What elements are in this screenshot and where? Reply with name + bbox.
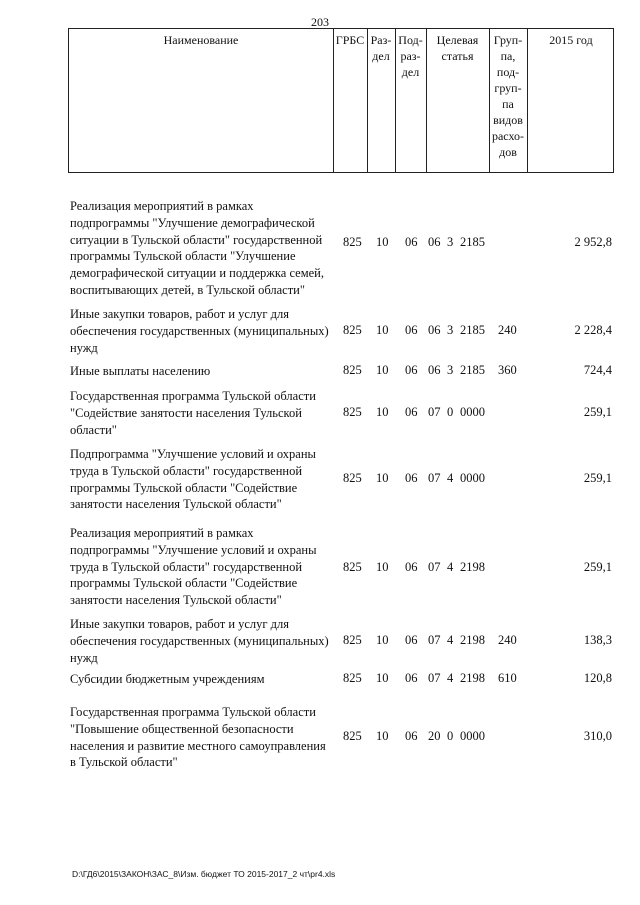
row-target-sub: 0 bbox=[447, 729, 454, 743]
row-target-sub: 4 bbox=[447, 471, 454, 485]
file-path-footer: D:\ГД6\2015\ЗАКОН\ЗАС_8\Изм. бюджет ТО 2015-2017_2 чт\pr4.xls bbox=[72, 869, 336, 879]
row-grbs: 825 bbox=[343, 729, 362, 743]
row-razdel: 10 bbox=[376, 633, 389, 647]
row-name: Иные выплаты населению bbox=[70, 364, 211, 378]
row-target-sub: 3 bbox=[447, 323, 454, 337]
row-sum: 724,4 bbox=[583, 363, 612, 377]
row-target-program: 06 bbox=[428, 363, 441, 377]
header-year: 2015 год bbox=[549, 33, 593, 47]
row-name: Государственная программа Тульской области "Содействие занятости населения Тульской области" bbox=[70, 389, 316, 437]
row-razdel: 10 bbox=[376, 560, 389, 574]
row-name: Субсидии бюджетным учреждениям bbox=[70, 672, 265, 686]
row-name: Иные закупки товаров, работ и услуг для обеспечения государственных (муниципальных) нужд bbox=[70, 307, 329, 355]
row-target-code: 2198 bbox=[460, 560, 485, 574]
row-target-program: 07 bbox=[428, 633, 441, 647]
row-name: Подпрограмма "Улучшение условий и охраны труда в Тульской области" государственной программы Тульской области "Содействие занятости населения Тульской области" bbox=[70, 447, 316, 512]
row-grbs: 825 bbox=[343, 671, 362, 685]
page-number: 203 bbox=[311, 15, 329, 29]
row-grbs: 825 bbox=[343, 560, 362, 574]
row-podrazdel: 06 bbox=[405, 323, 418, 337]
row-name: Иные закупки товаров, работ и услуг для обеспечения государственных (муниципальных) нужд bbox=[70, 617, 329, 665]
row-target-code: 0000 bbox=[460, 729, 485, 743]
row-razdel: 10 bbox=[376, 323, 389, 337]
row-sum: 2 952,8 bbox=[574, 235, 612, 249]
row-razdel: 10 bbox=[376, 405, 389, 419]
row-expense-type: 360 bbox=[498, 363, 517, 377]
row-target-program: 07 bbox=[428, 671, 441, 685]
row-target-program: 20 bbox=[428, 729, 441, 743]
row-razdel: 10 bbox=[376, 235, 389, 249]
row-grbs: 825 bbox=[343, 633, 362, 647]
row-podrazdel: 06 bbox=[405, 560, 418, 574]
row-podrazdel: 06 bbox=[405, 405, 418, 419]
row-expense-type: 610 bbox=[498, 671, 517, 685]
row-target-code: 0000 bbox=[460, 471, 485, 485]
row-sum: 2 228,4 bbox=[574, 323, 612, 337]
row-sum: 310,0 bbox=[583, 729, 612, 743]
row-razdel: 10 bbox=[376, 671, 389, 685]
row-target-sub: 0 bbox=[447, 405, 454, 419]
header-name: Наименование bbox=[163, 33, 239, 47]
row-target-sub: 4 bbox=[447, 671, 454, 685]
row-target-sub: 3 bbox=[447, 235, 454, 249]
row-target-code: 2185 bbox=[460, 323, 485, 337]
row-target-code: 0000 bbox=[460, 405, 485, 419]
row-grbs: 825 bbox=[343, 235, 362, 249]
row-sum: 259,1 bbox=[583, 405, 612, 419]
row-target-program: 07 bbox=[428, 471, 441, 485]
row-sum: 259,1 bbox=[583, 560, 612, 574]
header-expense-group: Груп- па, под- груп- па видов расхо- дов bbox=[491, 33, 525, 159]
row-target-program: 06 bbox=[428, 323, 441, 337]
row-target-program: 07 bbox=[428, 560, 441, 574]
row-podrazdel: 06 bbox=[405, 671, 418, 685]
row-sum: 120,8 bbox=[583, 671, 612, 685]
header-target-article: Целевая статья bbox=[436, 33, 479, 63]
row-razdel: 10 bbox=[376, 471, 389, 485]
row-name: Реализация мероприятий в рамках подпрограммы "Улучшение демографической ситуации в Тульской области" государственной программы Тульской области "Улучшение демографической ситуации и поддержка семей, воспитывающих детей, в Тульской области" bbox=[70, 199, 324, 297]
row-grbs: 825 bbox=[343, 405, 362, 419]
row-target-sub: 4 bbox=[447, 633, 454, 647]
row-podrazdel: 06 bbox=[405, 729, 418, 743]
header-razdel: Раз- дел bbox=[370, 33, 392, 63]
header-podrazdel: Под- раз- дел bbox=[398, 33, 423, 79]
row-grbs: 825 bbox=[343, 471, 362, 485]
header-grbs: ГРБС bbox=[335, 33, 365, 47]
row-target-code: 2198 bbox=[460, 671, 485, 685]
row-podrazdel: 06 bbox=[405, 471, 418, 485]
row-podrazdel: 06 bbox=[405, 363, 418, 377]
row-expense-type: 240 bbox=[498, 633, 517, 647]
row-target-code: 2185 bbox=[460, 363, 485, 377]
row-grbs: 825 bbox=[343, 323, 362, 337]
row-target-program: 07 bbox=[428, 405, 441, 419]
row-target-code: 2185 bbox=[460, 235, 485, 249]
row-podrazdel: 06 bbox=[405, 633, 418, 647]
row-sum: 259,1 bbox=[583, 471, 612, 485]
row-name: Государственная программа Тульской области "Повышение общественной безопасности населения и развитие местного самоуправления в Тульской области" bbox=[70, 705, 326, 770]
row-target-code: 2198 bbox=[460, 633, 485, 647]
row-sum: 138,3 bbox=[583, 633, 612, 647]
row-target-sub: 4 bbox=[447, 560, 454, 574]
row-razdel: 10 bbox=[376, 363, 389, 377]
row-name: Реализация мероприятий в рамках подпрограммы "Улучшение условий и охраны труда в Тульской области" государственной программы Тульской области "Содействие занятости населения Тульской области" bbox=[70, 526, 317, 608]
row-razdel: 10 bbox=[376, 729, 389, 743]
row-target-sub: 3 bbox=[447, 363, 454, 377]
row-grbs: 825 bbox=[343, 363, 362, 377]
row-podrazdel: 06 bbox=[405, 235, 418, 249]
row-expense-type: 240 bbox=[498, 323, 517, 337]
row-target-program: 06 bbox=[428, 235, 441, 249]
